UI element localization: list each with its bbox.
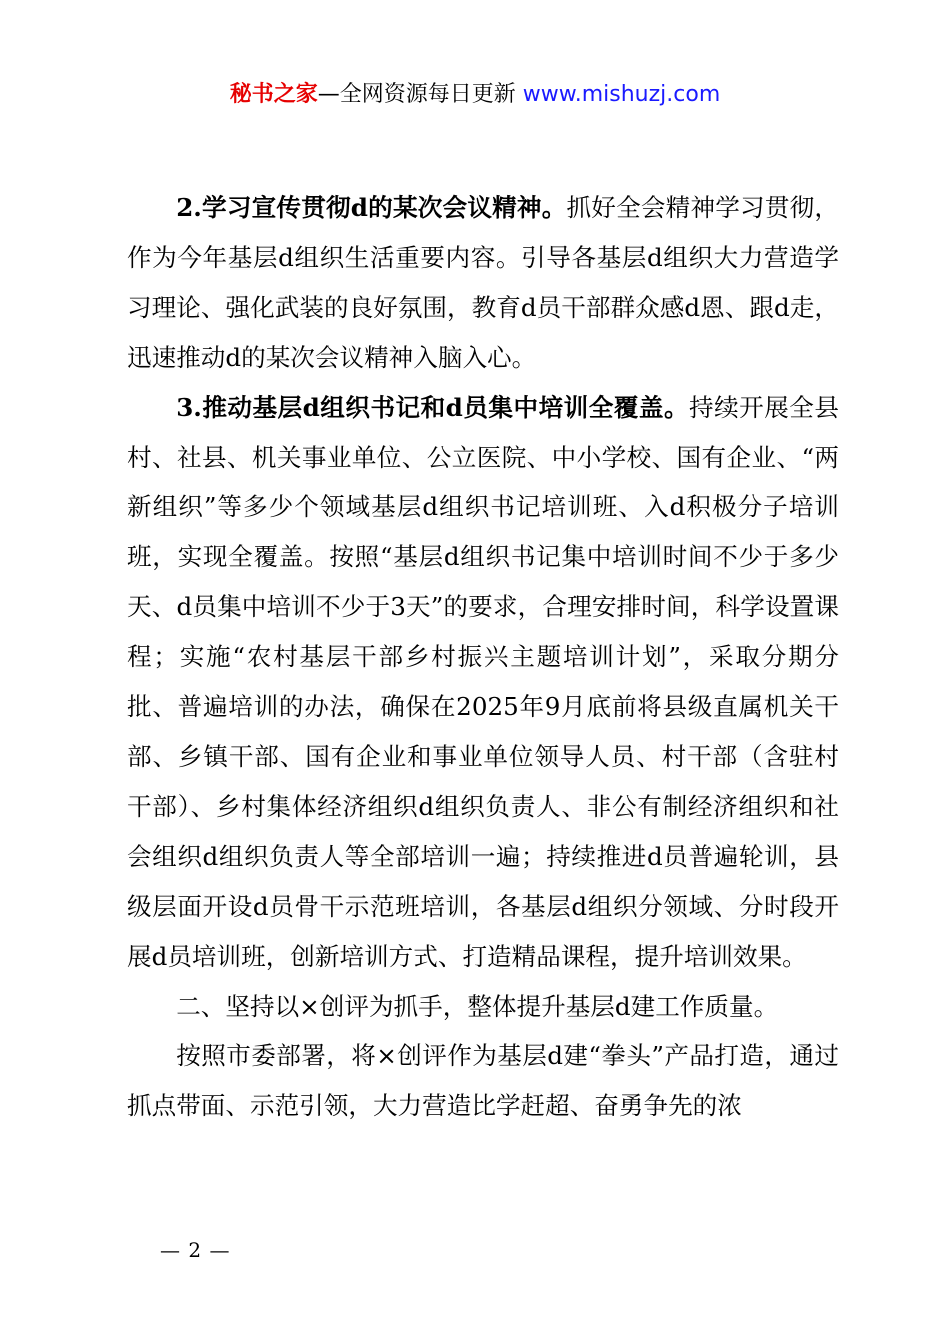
paragraph-city-deployment (127, 1031, 839, 1131)
document-body (127, 183, 839, 1131)
paragraph-text: 二、坚持以×创评为抓手，整体提升基层d建工作质量。 (176, 991, 779, 1021)
paragraph-heading: 3.推动基层d组织书记和d员集中培训全覆盖。 (176, 392, 690, 422)
banner-tagline: —全网资源每日更新 (317, 82, 523, 107)
site-url-link[interactable]: www.mishuzj.com (522, 82, 721, 107)
paragraph-text: 按照市委部署，将×创评作为基层d建“拳头”产品打造，通过抓点带面、示范引领，大力营造比学赶超、奋勇争先的浓 (127, 1041, 839, 1121)
paragraph-heading: 2.学习宣传贯彻d的某次会议精神。 (176, 193, 567, 222)
paragraph-text: 持续开展全县村、社县、机关事业单位、公立医院、中小学校、国有企业、“两新组织”等多少个领域基层d组织书记培训班、入d积极分子培训班，实现全覆盖。按照“基层d组织书记集中培训时间不少于多少天、d员集中培训不少于3天”的要求，合理安排时间，科学设置课程；实施“农村基层干部乡村振兴主题培训计划”，采取分期分批、普遍培训的办法，确保在2025年9月底前将县级直属机关干部、乡镇干部、国有企业和事业单位领导人员、村干部（含驻村干部）、乡村集体经济组织d组织负责人、非公有制经济组织和社会组织d组织负责人等全部培训一遍；持续推进d员普遍轮训，县级层面开设d员骨干示范班培训，各基层d组织分领域、分时段开展d员培训班，创新培训方式、打造精品课程，提升培训效果。 (127, 392, 839, 971)
section-heading-two (127, 982, 839, 1032)
brand-name: 秘书之家 (229, 82, 318, 107)
paragraph-text: 抓好全会精神学习贯彻，作为今年基层d组织生活重要内容。引导各基层d组织大力营造学习理论、强化武装的良好氛围，教育d员干部群众感d恩、跟d走，迅速推动d的某次会议精神入脑入心。 (127, 193, 839, 372)
site-banner (0, 80, 950, 110)
page-number: — 2 — (160, 1238, 231, 1262)
paragraph-study-meeting-spirit (127, 183, 839, 383)
paragraph-training-coverage (127, 383, 839, 982)
